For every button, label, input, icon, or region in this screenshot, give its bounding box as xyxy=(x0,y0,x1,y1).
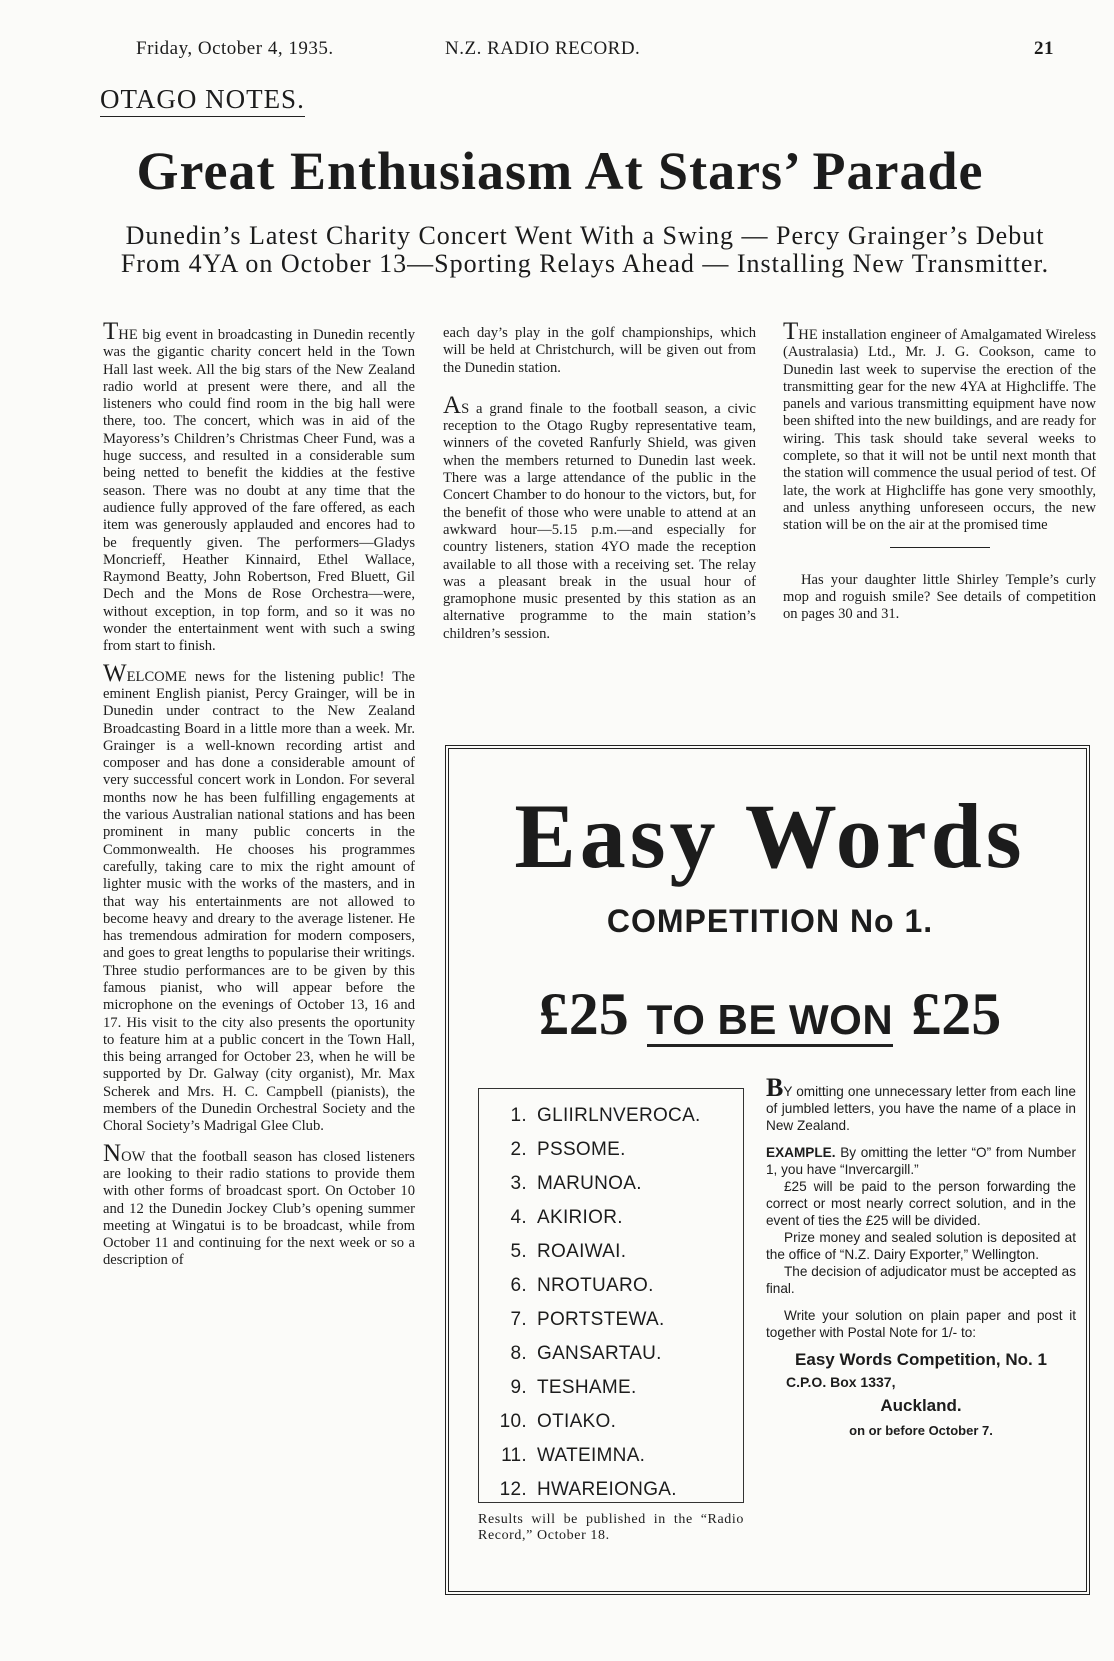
drop-cap: A xyxy=(443,391,462,419)
jumbled-word-list xyxy=(479,1099,743,1507)
jumbled-word: OTIAKO. xyxy=(537,1411,617,1432)
word-number: 12. xyxy=(499,1479,527,1500)
rules-deposit: Prize money and sealed solution is deposited at the office of “N.Z. Dairy Exporter,” Wellington. xyxy=(766,1230,1076,1262)
subheadline: Dunedin’s Latest Charity Concert Went With a Swing — Percy Grainger’s Debut From 4YA on October 13—Sporting Relays Ahead — Installing New Transmitter. xyxy=(120,221,1050,278)
article-column-3 xyxy=(783,318,1096,634)
paragraph-transmitter: THE installation engineer of Amalgamated Wireless (Australasia) Ltd., Mr. J. G. Cookson, came to Dunedin last week to supervise the erection of the transmitting gear for the new 4YA at Highcliffe. The panels and various transmitting equipment have now been shifted into the new buildings, and are ready for wiring. This task should take several weeks to complete, so that it will not be until next month that the station will commence the usual period of test. Of late, the work at Highcliffe has gone very smoothly, and unless anything unforeseen occurs, the new station will be on the air at the promised time xyxy=(783,318,1096,534)
jumbled-word-item xyxy=(479,1133,743,1167)
jumbled-word: NROTUARO. xyxy=(537,1275,654,1296)
paragraph-concert: THE big event in broadcasting in Dunedin recently was the gigantic charity concert held in the Town Hall last week. All the big stars of the New Zealand radio world at present were there, and all the listeners who could find room in the big hall were there, too. The concert, which was in aid of the Mayoress’s Children’s Christmas Cheer Fund, was a huge success, and resulted in a considerable sum being netted to benefit the kiddies at the festive season. There was no doubt at any time that the audience fully approved of the fare offered, as each item was generously applauded and encores had to be frequently given. The performers—Gladys Moncrieff, Heather Kinnaird, Ethel Wallace, Raymond Beatty, John Robertson, Fred Bluett, Gil Dech and the Mons de Rose Orchestra—were, without exception, in top form, and so it was no wonder the entertainment went with such a swing from start to finish. xyxy=(103,318,415,655)
article-column-1 xyxy=(103,318,415,1281)
drop-cap: N xyxy=(103,1139,122,1167)
address-city: Auckland. xyxy=(880,1396,962,1415)
drop-cap: T xyxy=(783,318,799,345)
jumbled-word: AKIRIOR. xyxy=(537,1207,623,1228)
word-number: 6. xyxy=(510,1275,527,1296)
rules-instructions: Write your solution on plain paper and post it together with Postal Note for 1/- to: xyxy=(766,1308,1076,1340)
word-number: 3. xyxy=(510,1173,527,1194)
word-number: 4. xyxy=(510,1207,527,1228)
paragraph-grainger: WELCOME news for the listening public! The eminent English pianist, Percy Grainger, will be in Dunedin under contract to the New Zealand Broadcasting Board in a little more than a week. Mr. Grainger is a well-known recording artist and composer and has done a considerable amount of very successful concert work in London. For several months now he has been fulfilling engagements at the various Australian national stations and has been prominent in many public concerts in the Commonwealth. He chooses his programmes carefully, taking care to mix the right amount of lighter music with the works of the masters, and in that way his entertainments are not allowed to become heavy and dreary to the average listener. He has tremendous admiration for modern composers, and goes to great lengths to popularise their writings. Three studio performances are to be given by this famous pianist, who will appear before the microphone on the evenings of October 13, 16 and 17. His visit to the city also presents the oportunity to feature him at a public concert in the Town Hall, this being arranged for October 23, when he will be supported by Dr. Galway (city organist), Mr. Max Scherek and Mrs. H. C. Campbell (pianists), the members of the Dunedin Orchestral Society and the Choral Society’s Madrigal Glee Club. xyxy=(103,659,415,1135)
jumbled-word-item xyxy=(479,1371,743,1405)
jumbled-word-item xyxy=(479,1439,743,1473)
drop-cap: W xyxy=(103,659,127,687)
jumbled-words-box xyxy=(478,1088,744,1503)
paragraph-golf: each day’s play in the golf championships, which will be held at Christchurch, will be given out from the Dunedin station. xyxy=(443,325,756,376)
jumbled-word-item xyxy=(479,1405,743,1439)
jumbled-word-item xyxy=(479,1167,743,1201)
jumbled-word-item xyxy=(479,1473,743,1507)
jumbled-word: GLIIRLNVEROCA. xyxy=(537,1105,701,1126)
rules-intro: BY omitting one unnecessary letter from each line of jumbled letters, you have the name of a place in New Zealand. xyxy=(766,1073,1076,1133)
shirley-temple-notice: Has your daughter little Shirley Temple’s curly mop and roguish smile? See details of competition on pages 30 and 31. xyxy=(783,571,1096,623)
prize-text: TO BE WON xyxy=(647,996,893,1047)
word-number: 10. xyxy=(499,1411,527,1432)
address-box: C.P.O. Box 1337, xyxy=(786,1374,896,1390)
jumbled-word: ROAIWAI. xyxy=(537,1241,627,1262)
jumbled-word-item xyxy=(479,1303,743,1337)
section-title: OTAGO NOTES. xyxy=(100,84,305,117)
jumbled-word-item xyxy=(479,1337,743,1371)
jumbled-word-item xyxy=(479,1269,743,1303)
jumbled-word: MARUNOA. xyxy=(537,1173,642,1194)
jumbled-word: PORTSTEWA. xyxy=(537,1309,665,1330)
jumbled-word: GANSARTAU. xyxy=(537,1343,662,1364)
competition-rules xyxy=(766,1073,1077,1439)
jumbled-word-item xyxy=(479,1235,743,1269)
word-number: 11. xyxy=(501,1445,527,1466)
jumbled-word: HWAREIONGA. xyxy=(537,1479,677,1500)
advert-title: Easy Words xyxy=(514,785,1026,887)
address-name: Easy Words Competition, No. 1 xyxy=(795,1350,1047,1369)
jumbled-word-item xyxy=(479,1099,743,1133)
headline: Great Enthusiasm At Stars’ Parade xyxy=(136,141,984,201)
article-column-2 xyxy=(443,325,756,654)
jumbled-word: TESHAME. xyxy=(537,1377,637,1398)
rules-example: EXAMPLE. By omitting the letter “O” from Number 1, you have “Invercargill.” xyxy=(766,1145,1077,1177)
page-number: 21 xyxy=(1034,38,1054,59)
word-number: 8. xyxy=(510,1343,527,1364)
rules-prize: £25 will be paid to the person forwarding the correct or most nearly correct solution, and in the event of ties the £25 will be divided. xyxy=(766,1179,1076,1228)
word-number: 5. xyxy=(510,1241,527,1262)
jumbled-word: WATEIMNA. xyxy=(537,1445,646,1466)
issue-date: Friday, October 4, 1935. xyxy=(136,38,334,59)
paragraph-sport: NOW that the football season has closed listeners are looking to their radio stations to provide them with other forms of broadcast sport. On October 10 and 12 the Dunedin Jockey Club’s opening summer meeting at Wingatui is to be broadcast, while from October 11 and continuing for the next week or so a description of xyxy=(103,1139,415,1269)
prize-amount-right: £25 xyxy=(911,981,1002,1047)
publication-name: N.Z. RADIO RECORD. xyxy=(445,38,641,59)
paragraph-rugby: AS a grand finale to the football season, a civic reception to the Otago Rugby representative team, winners of the coveted Ranfurly Shield, was given when the members returned to Dunedin last week. There was a large attendance of the public in the Concert Chamber to do honour to the victors, but, for the benefit of those who were unable to attend at an awkward hour—5.15 p.m.—and especially for country listeners, station 4YO made the reception available to all those with a receiving set. The relay was a pleasant break in the usual hour of gramophone music presented by this station as an alternative programme to the main station’s children’s session. xyxy=(443,391,756,642)
rules-decision: The decision of adjudicator must be accepted as final. xyxy=(766,1264,1076,1296)
jumbled-word: PSSOME. xyxy=(537,1139,626,1160)
advert-subtitle: COMPETITION No 1. xyxy=(606,903,934,939)
drop-cap: T xyxy=(103,318,119,345)
jumbled-word-item xyxy=(479,1201,743,1235)
deadline: on or before October 7. xyxy=(849,1423,993,1438)
prize-banner xyxy=(470,980,1070,1049)
word-number: 9. xyxy=(510,1377,527,1398)
drop-cap: B xyxy=(766,1073,784,1102)
results-notice: Results will be published in the “Radio Record,” October 18. xyxy=(478,1512,744,1543)
prize-amount-left: £25 xyxy=(538,981,629,1047)
word-number: 7. xyxy=(510,1309,527,1330)
word-number: 2. xyxy=(510,1139,527,1160)
column-divider xyxy=(890,547,990,548)
word-number: 1. xyxy=(510,1105,527,1126)
